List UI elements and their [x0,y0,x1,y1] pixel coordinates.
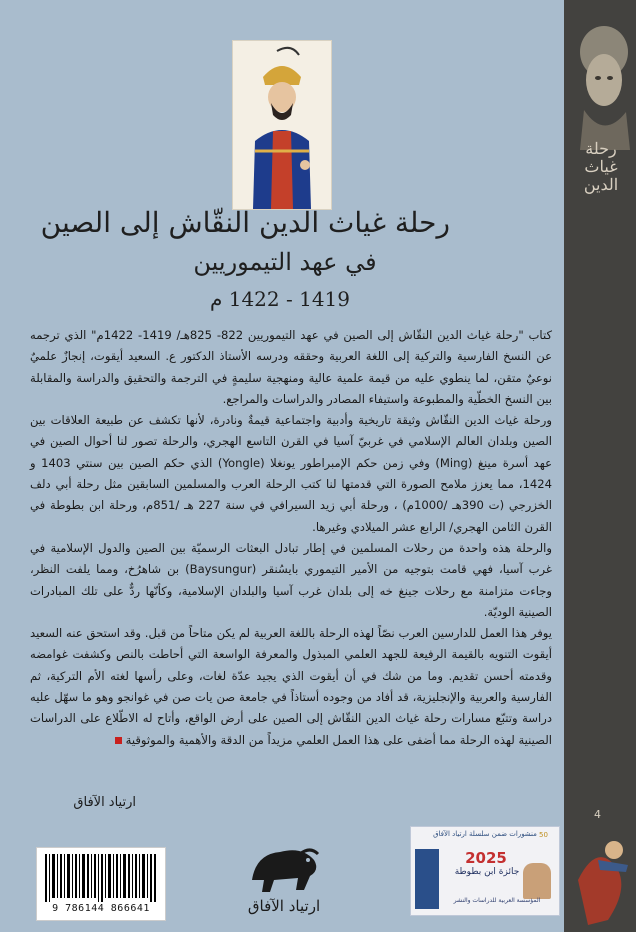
blurb-paragraph-4-text: يوفر هذا العمل للدارسين العرب نصّاً لهذه الرحلة باللغة العربية لم يكن متاحاً من قبل. وقد استحق عنه السعيد أيقوت التنويه بالقيمة الرفيعة للجهد العلمي المبذول والمعرفة الواسعة التي أحاطت بالنص وكشفت غوامضه وقدمته أحسن تقديم. وما من شك في أن أيقوت الذي يجيد عدّة لغات، وعلى رأسها لغته الأم التركية، ثم الفارسية والعربية والإنجليزية، قد أفاد من وجوده أستاذاً في جامعة صن يات صن في غوانجو وهو ما سهّل عليه دراسة وتتبّع مسارات رحلة غياث الدين النقّاش إلى الصين على أرض الواقع، وأتاح له الاطّلاع على الدراسات الصينية لهذه الرحلة مما أضفى على هذا العمل العلمي مزيداً من الدقة والأهمية والموثوقية [30,626,552,747]
publisher-name: ارتياد الآفاق [73,795,136,810]
publisher-lion-logo-icon [244,836,324,896]
isbn-number: 9 786144 866641 [52,903,150,914]
spine-figure-image [568,820,634,930]
sticker-number: 50 [539,831,548,839]
sticker-portrait-icon [523,863,551,899]
book-title: رحلة غياث الدين النقّاش إلى الصين [40,206,450,239]
blurb-paragraph-4 [30,623,552,751]
sticker-small-text: المؤسسة العربية للدراسات والنشر [453,897,541,904]
publisher-logo-text: ارتياد الآفاق [247,897,321,915]
blurb-paragraph-2: ورحلة غياث الدين النقّاش وثيقة تاريخية وأدبية واجتماعية قيمةٌ ونادرة، لأنها تكشف عن طبيعة العلاقات بين الصين وبلدان العالم الإسلامي في غربيّ آسيا في القرن التاسع الهجري، والرحلة تصور لنا أحوال الصين في عهد أسرة مينغ (Ming) وفي زمن حكم الإمبراطور يونغلا (Yongle) الذي حكم الصين بين سنتي 1403 و 1424، مما يعزز ملامح الصورة التي قدمتها لنا كتب الرحلة العرب والمسلمين السابقين مثل رحلة أبي دلف الخزرجي (ت 390هـ /1000م) ، ورحلة أبي زيد السيرافي في سنة 227 هـ /851م، ورحلة ابن بطوطة في القرن الثامن الهجري/ الرابع عشر الميلادي وغيرها. [30,413,552,534]
book-years: 1419 - 1422 م [209,287,351,311]
sticker-building-icon [415,849,439,909]
barcode-bars-icon [45,854,157,902]
barcode [36,847,166,921]
award-sticker [410,826,560,916]
spine-portrait-image [570,20,632,150]
book-subtitle: في عهد التيموريين [193,248,377,276]
sticker-award-name: جائزة ابن بطوطة [454,867,520,877]
author-portrait-image [232,40,332,210]
blurb-paragraph-1: كتاب "رحلة غياث الدين النقّاش إلى الصين في عهد التيموريين 822- 825هـ/ 1419- 1422م" الذي ترجمه عن النسخ الفارسية والتركية إلى اللغة العربية وحققه ودرسه الأستاذ الدكتور ع. السعيد أيقوت، إنجازٌ علميٌ نوعيٌ متقن، لما ينطوي عليه من قيمة علمية عالية ومنهجية سليمةٍ في الترجمة والتحقيق والدراسة والمقابلة بين النسخ الخطّية والمطبوعة واستيفاء المصادر والدراسات والمراجع. [30,328,552,406]
spine-number: 4 [594,808,601,821]
sticker-year: 2025 [465,849,507,867]
blurb-text [30,325,552,751]
spine-title: رحلة غياث الدين [583,139,619,194]
blurb-paragraph-3: والرحلة هذه واحدة من رحلات المسلمين في إطار تبادل البعثات الرسميّة بين الصين والدول الإسلامية في غرب آسيا، فهي قامت بتوجيه من الأمير التيموري بايسُنقر (Baysungur) بن شاهرُخ، ومما يلفت النظر، وجاءت متزامنة مع رحلات جينغ خه إلى بلدان غرب آسيا والبلدان الإسلامية، وكأنّها ردٌّ على تلك المبادرات الصينية الوديّة. [30,540,552,619]
end-mark-icon [115,737,122,744]
sticker-top-text: منشورات ضمن سلسلة ارتياد الآفاق [433,830,537,838]
